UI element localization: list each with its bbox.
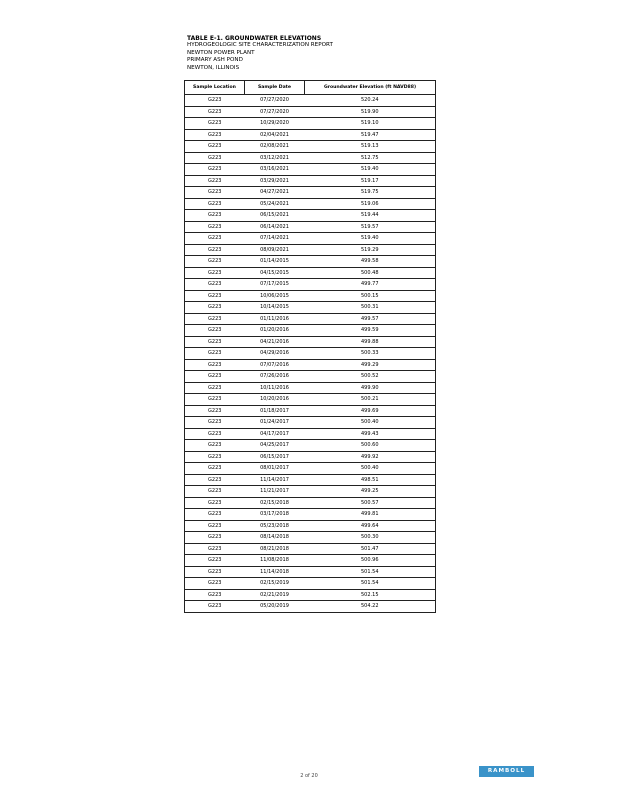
cell-sample-location: G223 <box>185 279 245 291</box>
table-row <box>185 589 436 601</box>
column-header-sample-location: Sample Location <box>185 81 245 95</box>
cell-sample-location: G223 <box>185 359 245 371</box>
cell-sample-location: G223 <box>185 106 245 118</box>
cell-sample-location: G223 <box>185 566 245 578</box>
cell-sample-location: G223 <box>185 129 245 141</box>
cell-sample-date: 05/20/2019 <box>245 601 305 613</box>
cell-sample-location: G223 <box>185 313 245 325</box>
cell-sample-location: G223 <box>185 152 245 164</box>
page-number: 2 of 20 <box>300 773 318 779</box>
cell-sample-date: 07/07/2016 <box>245 359 305 371</box>
cell-sample-date: 04/21/2016 <box>245 336 305 348</box>
cell-groundwater-elevation: 499.69 <box>305 405 436 417</box>
table-row <box>185 543 436 555</box>
cell-sample-location: G223 <box>185 210 245 222</box>
groundwater-table <box>184 80 436 613</box>
cell-groundwater-elevation: 499.90 <box>305 382 436 394</box>
cell-sample-date: 02/21/2019 <box>245 589 305 601</box>
cell-sample-location: G223 <box>185 371 245 383</box>
table-row <box>185 382 436 394</box>
table-row <box>185 440 436 452</box>
table-row <box>185 198 436 210</box>
cell-groundwater-elevation: 500.15 <box>305 290 436 302</box>
cell-groundwater-elevation: 519.44 <box>305 210 436 222</box>
plant-name: NEWTON POWER PLANT <box>187 49 255 56</box>
cell-sample-date: 07/17/2015 <box>245 279 305 291</box>
cell-sample-date: 06/15/2021 <box>245 210 305 222</box>
cell-groundwater-elevation: 500.33 <box>305 348 436 360</box>
cell-groundwater-elevation: 499.25 <box>305 486 436 498</box>
table-row <box>185 141 436 153</box>
cell-sample-location: G223 <box>185 382 245 394</box>
cell-groundwater-elevation: 499.92 <box>305 451 436 463</box>
cell-sample-location: G223 <box>185 405 245 417</box>
cell-sample-date: 02/08/2021 <box>245 141 305 153</box>
cell-sample-location: G223 <box>185 589 245 601</box>
cell-sample-location: G223 <box>185 417 245 429</box>
cell-sample-location: G223 <box>185 244 245 256</box>
cell-groundwater-elevation: 499.58 <box>305 256 436 268</box>
table-row <box>185 371 436 383</box>
table-row <box>185 417 436 429</box>
cell-sample-date: 01/24/2017 <box>245 417 305 429</box>
cell-groundwater-elevation: 519.75 <box>305 187 436 199</box>
cell-sample-location: G223 <box>185 164 245 176</box>
cell-groundwater-elevation: 501.54 <box>305 578 436 590</box>
cell-sample-location: G223 <box>185 486 245 498</box>
cell-sample-location: G223 <box>185 233 245 245</box>
table-row <box>185 221 436 233</box>
table-row <box>185 187 436 199</box>
table-row <box>185 267 436 279</box>
table-row <box>185 497 436 509</box>
cell-groundwater-elevation: 499.64 <box>305 520 436 532</box>
cell-sample-date: 10/11/2016 <box>245 382 305 394</box>
cell-sample-date: 03/16/2021 <box>245 164 305 176</box>
cell-sample-date: 03/17/2018 <box>245 509 305 521</box>
cell-sample-date: 03/29/2021 <box>245 175 305 187</box>
table-row <box>185 290 436 302</box>
cell-sample-date: 02/15/2018 <box>245 497 305 509</box>
table-row <box>185 336 436 348</box>
cell-sample-date: 07/26/2016 <box>245 371 305 383</box>
cell-sample-date: 04/29/2016 <box>245 348 305 360</box>
table-row <box>185 474 436 486</box>
cell-groundwater-elevation: 500.57 <box>305 497 436 509</box>
table-row <box>185 486 436 498</box>
cell-sample-location: G223 <box>185 520 245 532</box>
cell-groundwater-elevation: 499.29 <box>305 359 436 371</box>
cell-groundwater-elevation: 499.43 <box>305 428 436 440</box>
cell-groundwater-elevation: 519.29 <box>305 244 436 256</box>
table-row <box>185 428 436 440</box>
cell-sample-location: G223 <box>185 555 245 567</box>
cell-groundwater-elevation: 519.06 <box>305 198 436 210</box>
cell-groundwater-elevation: 519.10 <box>305 118 436 130</box>
cell-sample-date: 04/15/2015 <box>245 267 305 279</box>
table-row <box>185 348 436 360</box>
report-header <box>187 35 333 72</box>
cell-sample-date: 01/14/2015 <box>245 256 305 268</box>
table-row <box>185 164 436 176</box>
table-row <box>185 152 436 164</box>
table-body <box>185 95 436 613</box>
table-row <box>185 520 436 532</box>
cell-sample-location: G223 <box>185 175 245 187</box>
ramboll-logo: RAMBOLL <box>479 766 534 777</box>
cell-sample-location: G223 <box>185 451 245 463</box>
cell-sample-location: G223 <box>185 532 245 544</box>
cell-sample-date: 01/18/2017 <box>245 405 305 417</box>
table-row <box>185 106 436 118</box>
table-row <box>185 566 436 578</box>
cell-sample-date: 11/08/2018 <box>245 555 305 567</box>
table-row <box>185 118 436 130</box>
cell-groundwater-elevation: 499.88 <box>305 336 436 348</box>
table-row <box>185 463 436 475</box>
cell-sample-date: 02/04/2021 <box>245 129 305 141</box>
cell-sample-date: 05/23/2018 <box>245 520 305 532</box>
table-row <box>185 129 436 141</box>
table-row <box>185 405 436 417</box>
cell-sample-date: 04/27/2021 <box>245 187 305 199</box>
table-row <box>185 210 436 222</box>
cell-groundwater-elevation: 500.40 <box>305 417 436 429</box>
table-row <box>185 359 436 371</box>
table-row <box>185 233 436 245</box>
cell-sample-location: G223 <box>185 394 245 406</box>
cell-sample-date: 01/11/2016 <box>245 313 305 325</box>
cell-groundwater-elevation: 501.47 <box>305 543 436 555</box>
report-name: HYDROGEOLOGIC SITE CHARACTERIZATION REPORT <box>187 42 333 49</box>
cell-sample-date: 03/12/2021 <box>245 152 305 164</box>
cell-sample-location: G223 <box>185 302 245 314</box>
cell-sample-location: G223 <box>185 198 245 210</box>
cell-sample-date: 10/14/2015 <box>245 302 305 314</box>
cell-sample-location: G223 <box>185 256 245 268</box>
cell-sample-date: 06/15/2017 <box>245 451 305 463</box>
cell-sample-date: 11/14/2018 <box>245 566 305 578</box>
cell-sample-date: 02/15/2019 <box>245 578 305 590</box>
table-header-row <box>185 81 436 95</box>
table-row <box>185 578 436 590</box>
table-row <box>185 175 436 187</box>
cell-groundwater-elevation: 519.57 <box>305 221 436 233</box>
cell-groundwater-elevation: 519.47 <box>305 129 436 141</box>
cell-sample-date: 08/09/2021 <box>245 244 305 256</box>
table-row <box>185 509 436 521</box>
cell-sample-location: G223 <box>185 290 245 302</box>
cell-sample-location: G223 <box>185 497 245 509</box>
cell-groundwater-elevation: 519.40 <box>305 164 436 176</box>
cell-sample-location: G223 <box>185 267 245 279</box>
table-row <box>185 95 436 107</box>
cell-sample-location: G223 <box>185 428 245 440</box>
table-row <box>185 394 436 406</box>
cell-sample-location: G223 <box>185 348 245 360</box>
column-header-groundwater-elevation: Groundwater Elevation (ft NAVD88) <box>305 81 436 95</box>
cell-groundwater-elevation: 499.81 <box>305 509 436 521</box>
cell-groundwater-elevation: 500.60 <box>305 440 436 452</box>
cell-sample-date: 11/21/2017 <box>245 486 305 498</box>
cell-sample-location: G223 <box>185 601 245 613</box>
cell-sample-date: 08/21/2018 <box>245 543 305 555</box>
cell-groundwater-elevation: 519.13 <box>305 141 436 153</box>
cell-groundwater-elevation: 499.77 <box>305 279 436 291</box>
table-row <box>185 279 436 291</box>
cell-sample-date: 08/14/2018 <box>245 532 305 544</box>
cell-sample-location: G223 <box>185 325 245 337</box>
cell-sample-location: G223 <box>185 95 245 107</box>
cell-groundwater-elevation: 519.17 <box>305 175 436 187</box>
cell-groundwater-elevation: 498.51 <box>305 474 436 486</box>
cell-sample-location: G223 <box>185 440 245 452</box>
cell-sample-date: 07/14/2021 <box>245 233 305 245</box>
cell-sample-date: 11/14/2017 <box>245 474 305 486</box>
cell-groundwater-elevation: 500.48 <box>305 267 436 279</box>
cell-groundwater-elevation: 519.40 <box>305 233 436 245</box>
column-header-sample-date: Sample Date <box>245 81 305 95</box>
cell-groundwater-elevation: 519.90 <box>305 106 436 118</box>
cell-sample-date: 07/27/2020 <box>245 95 305 107</box>
cell-sample-date: 07/27/2020 <box>245 106 305 118</box>
cell-groundwater-elevation: 501.54 <box>305 566 436 578</box>
cell-groundwater-elevation: 502.15 <box>305 589 436 601</box>
cell-sample-location: G223 <box>185 141 245 153</box>
table-row <box>185 244 436 256</box>
cell-sample-location: G223 <box>185 463 245 475</box>
cell-sample-location: G223 <box>185 336 245 348</box>
pond-name: PRIMARY ASH POND <box>187 57 243 64</box>
cell-groundwater-elevation: 500.31 <box>305 302 436 314</box>
cell-groundwater-elevation: 500.96 <box>305 555 436 567</box>
cell-sample-location: G223 <box>185 509 245 521</box>
table-row <box>185 256 436 268</box>
cell-sample-location: G223 <box>185 543 245 555</box>
cell-sample-date: 06/14/2021 <box>245 221 305 233</box>
cell-groundwater-elevation: 499.57 <box>305 313 436 325</box>
table-title: TABLE E-1. GROUNDWATER ELEVATIONS <box>187 35 322 42</box>
cell-sample-date: 01/20/2016 <box>245 325 305 337</box>
cell-sample-date: 10/06/2015 <box>245 290 305 302</box>
cell-sample-date: 08/01/2017 <box>245 463 305 475</box>
cell-groundwater-elevation: 504.22 <box>305 601 436 613</box>
cell-sample-date: 04/17/2017 <box>245 428 305 440</box>
table-row <box>185 532 436 544</box>
cell-groundwater-elevation: 500.40 <box>305 463 436 475</box>
cell-groundwater-elevation: 512.75 <box>305 152 436 164</box>
cell-groundwater-elevation: 499.59 <box>305 325 436 337</box>
cell-groundwater-elevation: 500.21 <box>305 394 436 406</box>
cell-groundwater-elevation: 520.24 <box>305 95 436 107</box>
cell-sample-location: G223 <box>185 578 245 590</box>
table-row <box>185 451 436 463</box>
cell-sample-location: G223 <box>185 187 245 199</box>
table-row <box>185 302 436 314</box>
cell-sample-location: G223 <box>185 474 245 486</box>
location-name: NEWTON, ILLINOIS <box>187 64 240 71</box>
table-row <box>185 313 436 325</box>
table-row <box>185 555 436 567</box>
table-row <box>185 325 436 337</box>
cell-sample-date: 05/24/2021 <box>245 198 305 210</box>
cell-sample-location: G223 <box>185 221 245 233</box>
cell-groundwater-elevation: 500.30 <box>305 532 436 544</box>
cell-sample-date: 10/20/2016 <box>245 394 305 406</box>
cell-groundwater-elevation: 500.52 <box>305 371 436 383</box>
cell-sample-date: 10/29/2020 <box>245 118 305 130</box>
table-row <box>185 601 436 613</box>
cell-sample-location: G223 <box>185 118 245 130</box>
cell-sample-date: 04/25/2017 <box>245 440 305 452</box>
